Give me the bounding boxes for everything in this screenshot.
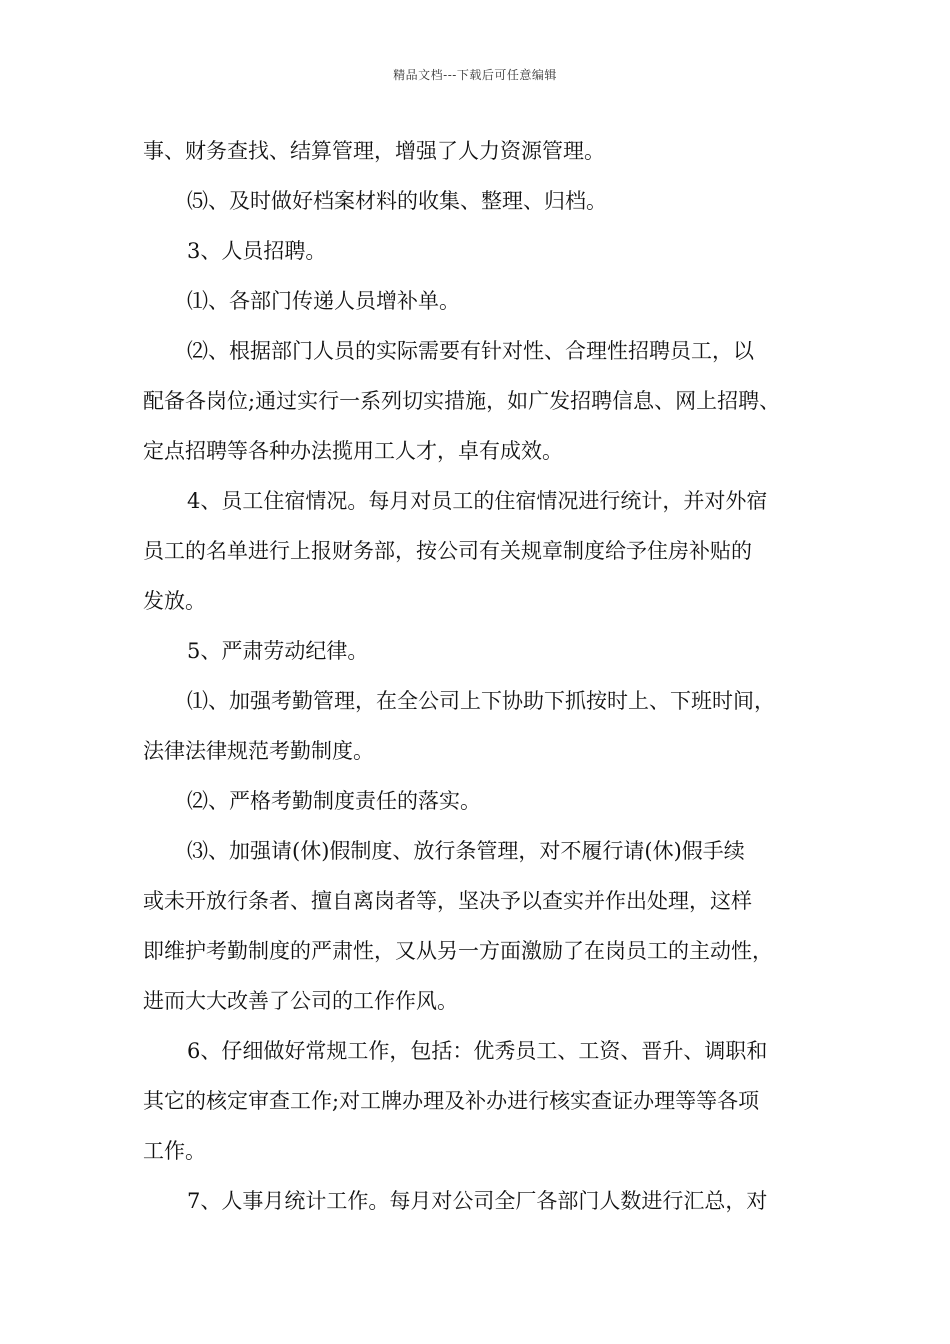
text-line: ⑵、严格考勤制度责任的落实。 — [187, 789, 481, 813]
text-line: 6、仔细做好常规工作，包括：优秀员工、工资、晋升、调职和 — [187, 1039, 768, 1063]
text-line: 员工的名单进行上报财务部，按公司有关规章制度给予住房补贴的 — [143, 539, 752, 563]
text-line: ⑶、加强请(休)假制度、放行条管理，对不履行请(休)假手续 — [187, 839, 745, 863]
page-header: 精品文档---下载后可任意编辑 — [393, 68, 557, 82]
section-heading: 5、严肃劳动纪律。 — [187, 639, 369, 663]
text-line: 即维护考勤制度的严肃性，又从另一方面激励了在岗员工的主动性， — [143, 939, 773, 963]
text-line: 工作。 — [143, 1139, 206, 1163]
text-line: 定点招聘等各种办法揽用工人才，卓有成效。 — [143, 439, 563, 463]
text-line: ⑸、及时做好档案材料的收集、整理、归档。 — [187, 189, 607, 213]
text-line: 进而大大改善了公司的工作作风。 — [143, 989, 458, 1013]
text-line: 配备各岗位;通过实行一系列切实措施，如广发招聘信息、网上招聘、 — [143, 389, 781, 413]
text-line: 法律法律规范考勤制度。 — [143, 739, 374, 763]
text-line: ⑴、各部门传递人员增补单。 — [187, 289, 460, 313]
text-line: 或未开放行条者、擅自离岗者等，坚决予以查实并作出处理，这样 — [143, 889, 752, 913]
text-line: ⑵、根据部门人员的实际需要有针对性、合理性招聘员工，以 — [187, 339, 754, 363]
text-line: 7、人事月统计工作。每月对公司全厂各部门人数进行汇总，对 — [187, 1189, 768, 1213]
text-line: 发放。 — [143, 589, 206, 613]
text-line: 事、财务查找、结算管理，增强了人力资源管理。 — [143, 139, 605, 163]
text-line: 其它的核定审查工作;对工牌办理及补办进行核实查证办理等等各项 — [143, 1089, 760, 1113]
section-heading: 3、人员招聘。 — [187, 239, 327, 263]
text-line: ⑴、加强考勤管理，在全公司上下协助下抓按时上、下班时间， — [187, 689, 775, 713]
text-line: 4、员工住宿情况。每月对员工的住宿情况进行统计，并对外宿 — [187, 489, 768, 513]
